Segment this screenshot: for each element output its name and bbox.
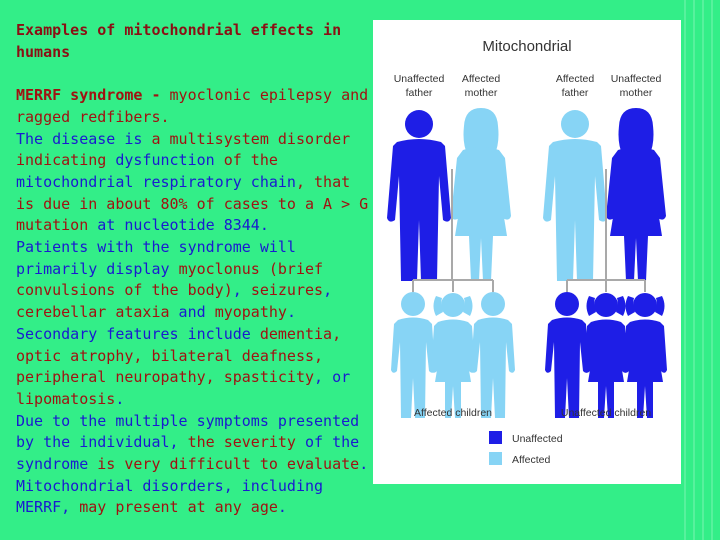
affected-children-label: Affected children xyxy=(413,407,493,419)
child-affected-girl xyxy=(431,293,475,418)
figure-title: Mitochondrial xyxy=(482,38,572,55)
legend-affected-swatch xyxy=(489,452,502,465)
text-span: seizures xyxy=(250,281,324,300)
text-span: dysfunction xyxy=(115,151,215,170)
legend-affected-label: Affected xyxy=(512,454,551,466)
text-span: include xyxy=(187,324,260,343)
pedigree-figure xyxy=(373,20,681,484)
child-unaffected-boy xyxy=(545,292,589,418)
child-unaffected-girl-2 xyxy=(623,293,667,418)
label-affected-father-right: Affected father xyxy=(555,73,595,99)
text-span: cerebellar ataxia xyxy=(16,303,170,322)
text-span: is very difficult to evaluate xyxy=(97,455,360,474)
text-span: mitochondrial respiratory chain xyxy=(16,172,296,191)
text-span: at nucleotide 8344. xyxy=(88,216,269,235)
mother-affected-figure xyxy=(451,108,511,281)
decorative-stripe xyxy=(702,0,704,540)
text-span: Mitochondrial disorders, including MERRF, xyxy=(16,476,324,517)
text-span: of the syndrome xyxy=(16,433,360,474)
slide-text xyxy=(16,20,372,519)
label-affected-mother-left: Affected mother xyxy=(461,73,501,99)
text-span: , that is due in about 80% of cases to a A > G mutation xyxy=(16,172,369,235)
child-affected-boy-1 xyxy=(391,292,435,418)
slide-heading: Examples of mitochondrial effects in humans xyxy=(16,21,342,61)
child-affected-boy-2 xyxy=(471,292,515,418)
text-span: . xyxy=(286,303,296,322)
paragraph-multisystem xyxy=(16,129,372,238)
text-span: lipomatosis xyxy=(16,389,116,408)
paragraph-secondary xyxy=(16,324,372,411)
text-span: and xyxy=(169,303,215,322)
text-span: myopathy xyxy=(214,303,287,322)
paragraph-patients xyxy=(16,237,372,324)
text-span: , or xyxy=(314,368,351,387)
label-unaffected-mother-right: Unaffected mother xyxy=(610,73,662,99)
text-span: , xyxy=(323,281,333,300)
text-span: The disease is xyxy=(16,129,152,148)
unaffected-children-label: Unaffected children xyxy=(560,407,652,419)
legend-unaffected-swatch xyxy=(489,431,502,444)
text-span: myoclonus (brief convulsions of the body) xyxy=(16,259,324,300)
paragraph-age xyxy=(16,476,372,519)
spacer xyxy=(16,63,372,85)
text-span: . xyxy=(359,455,369,474)
text-span: a multisystem disorder indicating xyxy=(16,129,351,170)
decorative-stripe xyxy=(711,0,713,540)
text-span: Patients with the syndrome will primarily display xyxy=(16,238,296,278)
decorative-stripe xyxy=(684,0,686,540)
text-span: . xyxy=(277,498,287,517)
text-span: dementia, optic atrophy, bilateral deafness, peripheral neuropathy, spasticity xyxy=(16,324,342,387)
merrf-desc: myoclonic epilepsy and ragged redfibers. xyxy=(16,86,369,126)
decorative-stripe xyxy=(693,0,695,540)
merrf-term: MERRF syndrome - xyxy=(16,86,161,105)
paragraph-merrf xyxy=(16,85,372,128)
paragraph-severity xyxy=(16,411,372,476)
label-unaffected-father-left: Unaffected father xyxy=(393,73,445,99)
text-span: Due to the multiple symptoms presented by the individual, xyxy=(16,411,360,452)
text-span: , xyxy=(232,281,251,300)
text-span: may present at any age xyxy=(79,498,278,517)
mother-unaffected-figure xyxy=(606,108,666,281)
father-affected-figure xyxy=(543,110,607,281)
text-span: . xyxy=(115,389,125,408)
text-span: Secondary features xyxy=(16,324,188,343)
child-unaffected-girl-1 xyxy=(584,293,628,418)
pedigree-diagram xyxy=(373,20,681,484)
father-unaffected-figure xyxy=(387,110,451,281)
legend-unaffected-label: Unaffected xyxy=(512,433,563,445)
text-span: the severity xyxy=(187,433,296,452)
text-span: of the xyxy=(214,151,278,170)
